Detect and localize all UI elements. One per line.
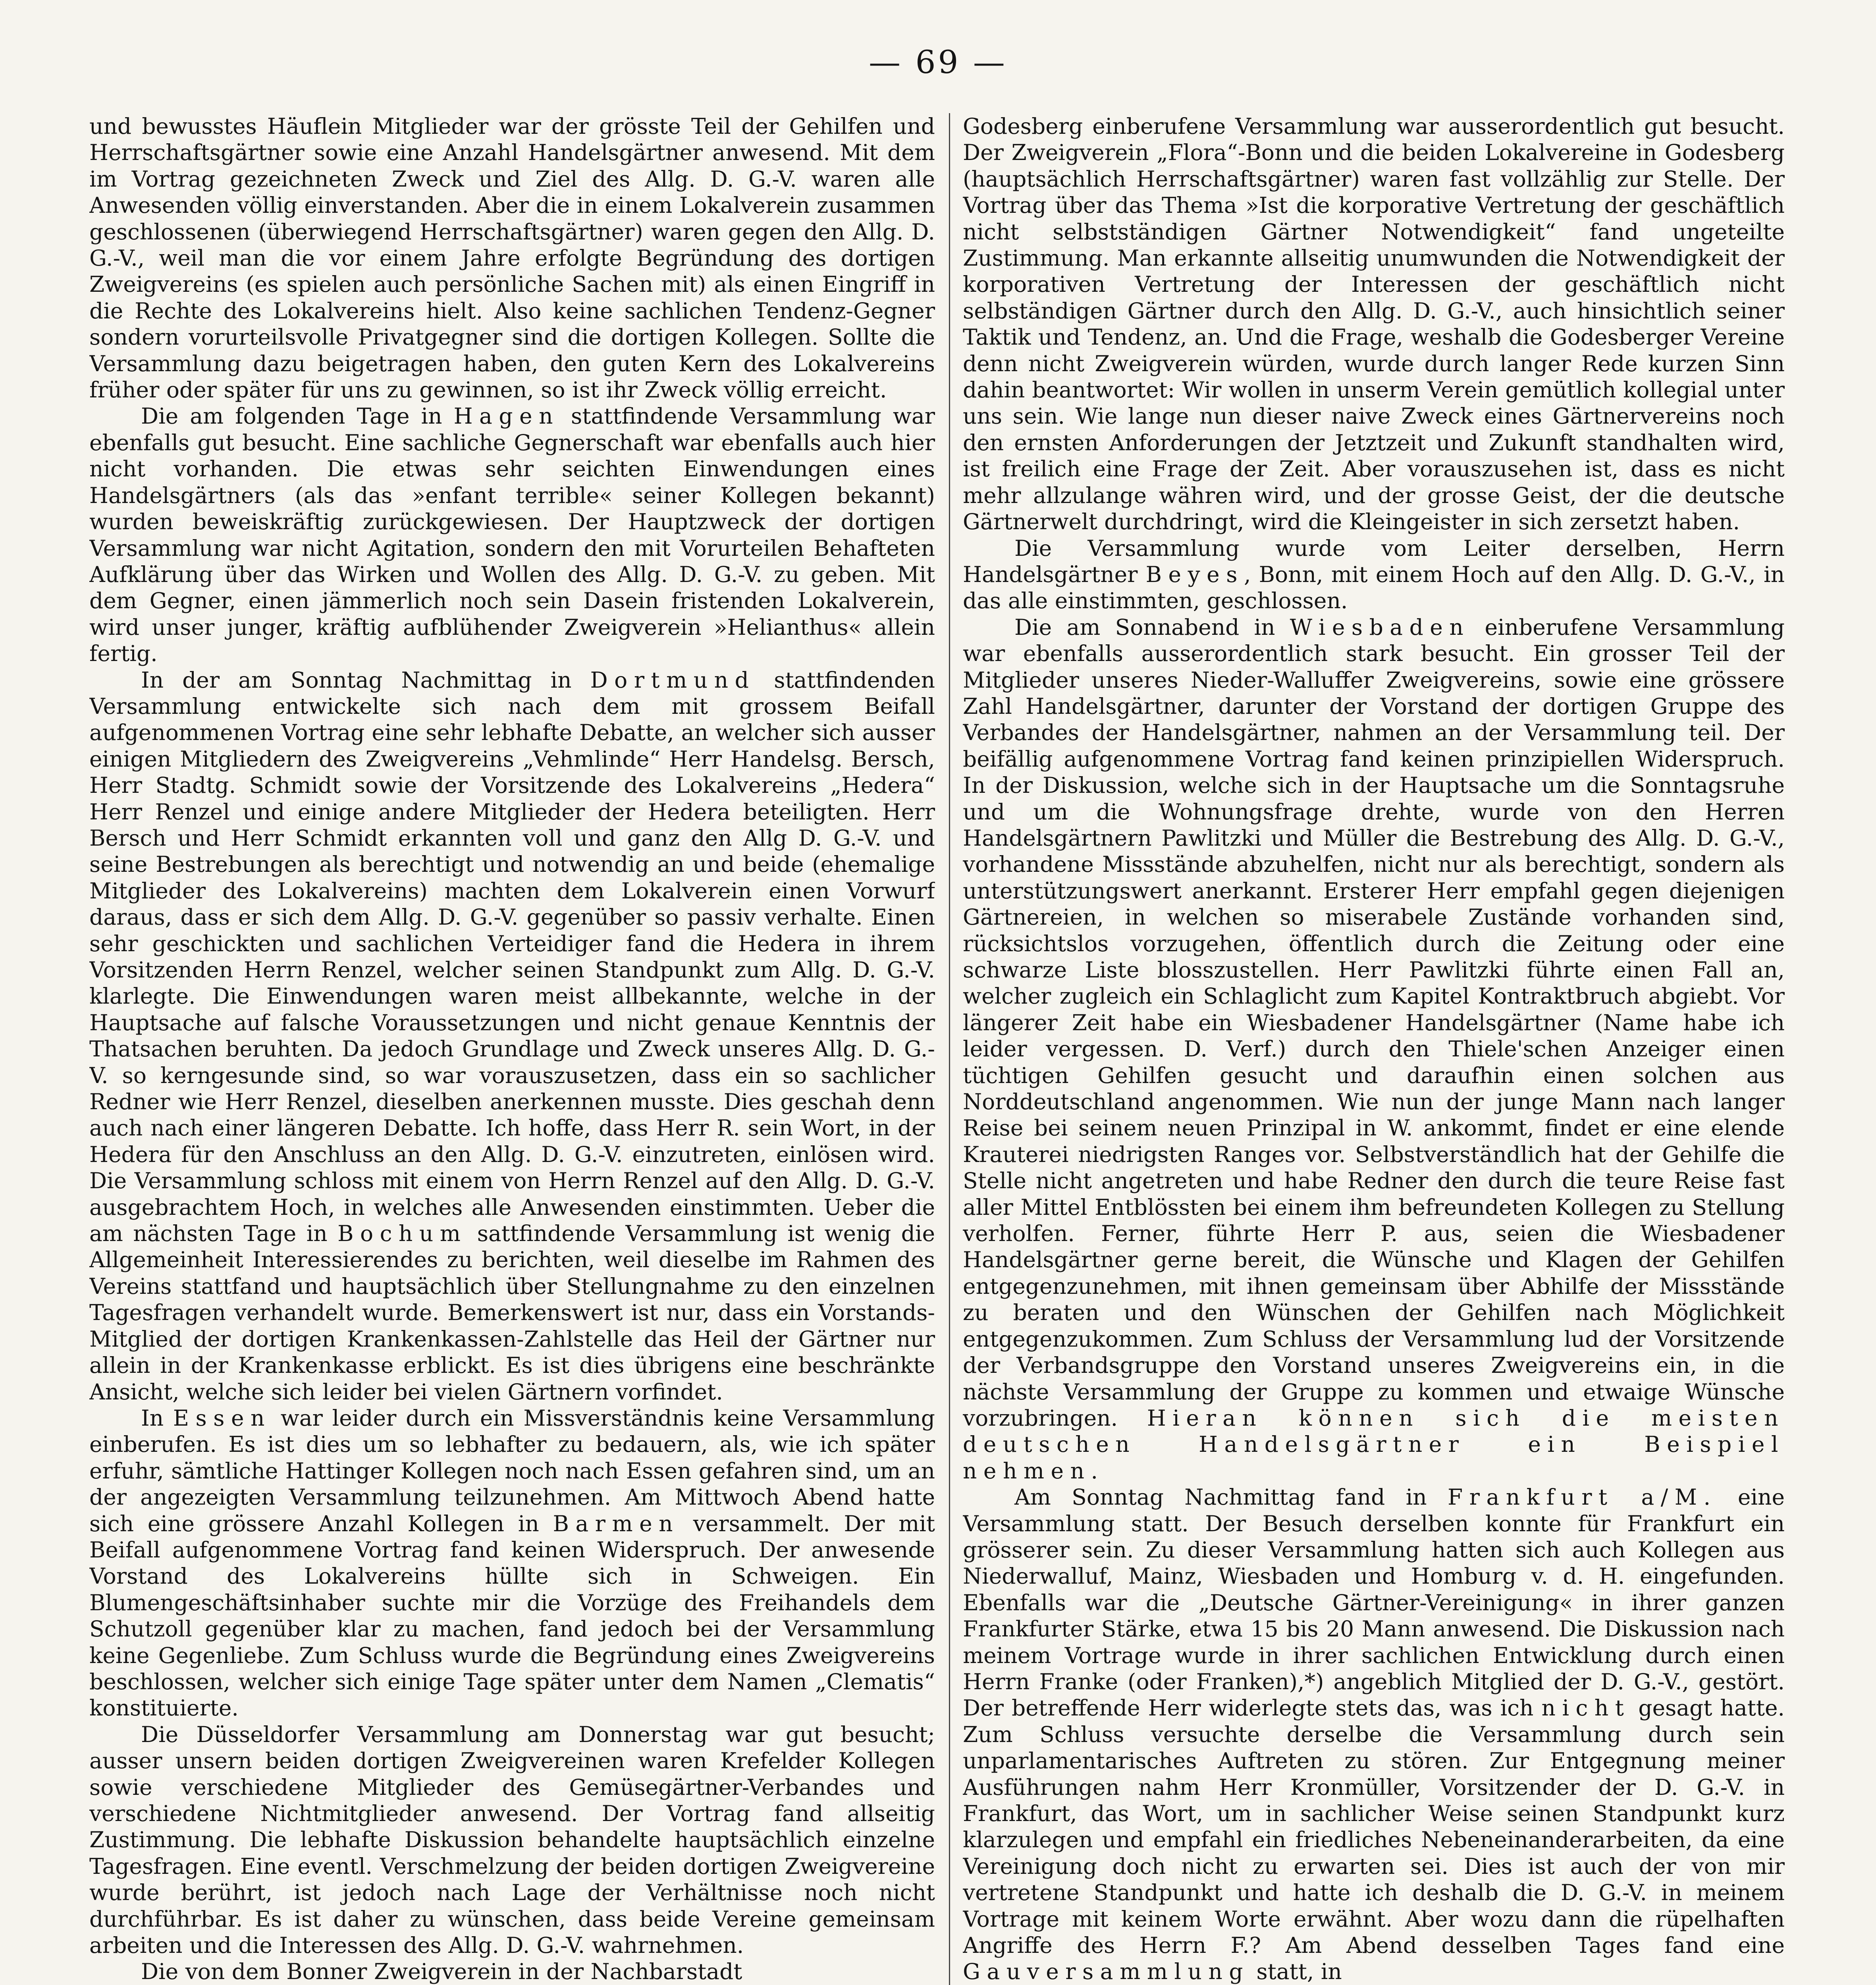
page-number: — 69 —	[869, 44, 1007, 81]
paragraph: Die am folgenden Tage in Hagen stattfindende Versammlung war ebenfalls gut besucht. Eine sachliche Gegnerschaft war ebenfalls auch hier nicht vorhanden. Die etwas sehr seichten Einwendungen eines Handelsgärtners (als das »enfant terrible« seiner Kollegen bekannt) wurden beweiskräftig zurückgewiesen. Der Hauptzweck der dortigen Versammlung war nicht Agitation, sondern den mit Vorurteilen Behafteten Aufklärung über das Wirken und Wollen des Allg. D. G.-V. zu geben. Mit dem Gegner, einen jämmerlich noch sein Dasein fristenden Lokalverein, wird unser junger, kräftig aufblühender Zweigverein »Helianthus« allein fertig.	[89, 403, 935, 667]
column-divider	[949, 113, 950, 1985]
right-column	[963, 113, 1785, 1985]
paragraph: Die am Sonnabend in Wiesbaden einberufene Versammlung war ebenfalls ausserordentlich stark besucht. Ein grosser Teil der Mitglieder unseres Nieder-Walluffer Zweigvereins, sowie eine grössere Zahl Handelsgärtner, darunter der Vorstand der dortigen Gruppe des Verbandes der Handelsgärtner, nahmen an der Versammlung teil. Der beifällig aufgenommene Vortrag fand keinen prinzipiellen Widerspruch. In der Diskussion, welche sich in der Hauptsache um die Sonntagsruhe und um die Wohnungsfrage drehte, wurde von den Herren Handelsgärtnern Pawlitzki und Müller die Bestrebung des Allg. D. G.-V., vorhandene Missstände abzuhelfen, nicht nur als berechtigt, sondern als unterstützungswert anerkannt. Ersterer Herr empfahl gegen diejenigen Gärtnereien, in welchen so miserabele Zustände vorhanden sind, rücksichtslos vorzugehen, öffentlich durch die Zeitung oder eine schwarze Liste blosszustellen. Herr Pawlitzki führte einen Fall an, welcher zugleich ein Schlaglicht zum Kapitel Kontraktbruch abgiebt. Vor längerer Zeit habe ein Wiesbadener Handelsgärtner (Name habe ich leider vergessen. D. Verf.) durch den Thiele'schen Anzeiger einen tüchtigen Gehilfen gesucht und daraufhin einen solchen aus Norddeutschland angenommen. Wie nun der junge Mann nach langer Reise bei seinem neuen Prinzipal in W. ankommt, findet er eine elende Krauterei niedrigsten Ranges vor. Selbstverständlich hat der Gehilfe die Stelle nicht angetreten und habe Redner den durch die teure Reise fast aller Mittel Entblössten bei einem ihm befreundeten Kollegen zu Stellung verholfen. Ferner, führte Herr P. aus, seien die Wiesbadener Handelsgärtner gerne bereit, die Wünsche und Klagen der Gehilfen entgegenzunehmen, mit ihnen gemeinsam über Abhilfe der Missstände zu beraten und den Wünschen der Gehilfen nach Möglichkeit entgegenzukommen. Zum Schluss der Versammlung lud der Vorsitzende der Verbandsgruppe den Vorstand unseres Zweigvereins ein, in die nächste Versammlung der Gruppe zu kommen und etwaige Wünsche vorzubringen. Hieran können sich die meisten deutschen Handelsgärtner ein Beispiel nehmen.	[963, 614, 1785, 1484]
paragraph: In der am Sonntag Nachmittag in Dortmund stattfindenden Versammlung entwickelte sich nach dem mit grossem Beifall aufgenommenen Vortrag eine sehr lebhafte Debatte, an welcher sich ausser einigen Mitgliedern des Zweigvereins „Vehmlinde“ Herr Handelsg. Bersch, Herr Stadtg. Schmidt sowie der Vorsitzende des Lokalvereins „Hedera“ Herr Renzel und einige andere Mitglieder der Hedera beteiligten. Herr Bersch und Herr Schmidt erkannten voll und ganz den Allg D. G.-V. und seine Bestrebungen als berechtigt und notwendig an und beide (ehemalige Mitglieder des Lokalvereins) machten dem Lokalverein einen Vorwurf daraus, dass er sich dem Allg. D. G.-V. gegenüber so passiv verhalte. Einen sehr geschickten und sachlichen Verteidiger fand die Hedera in ihrem Vorsitzenden Herrn Renzel, welcher seinen Standpunkt zum Allg. D. G.-V. klarlegte. Die Einwendungen waren meist allbekannte, welche in der Hauptsache auf falsche Voraussetzungen und nicht genaue Kenntnis der Thatsachen beruhten. Da jedoch Grundlage und Zweck unseres Allg. D. G.-V. so kerngesunde sind, so war vorauszusetzen, dass ein so sachlicher Redner wie Herr Renzel, dieselben anerkennen musste. Dies geschah denn auch nach einer längeren Debatte. Ich hoffe, dass Herr R. sein Wort, in der Hedera für den Anschluss an den Allg. D. G.-V. einzutreten, einlösen wird. Die Versammlung schloss mit einem von Herrn Renzel auf den Allg. D. G.-V. ausgebrachtem Hoch, in welches alle Anwesenden einstimmten. Ueber die am nächsten Tage in Bochum sattfindende Versammlung ist wenig die Allgemeinheit Interessierendes zu berichten, weil dieselbe im Rahmen des Vereins stattfand und hauptsächlich über Stellungnahme zu den einzelnen Tagesfragen verhandelt wurde. Bemerkenswert ist nur, dass ein Vorstands-Mitglied der dortigen Krankenkassen-Zahlstelle das Heil der Gärtner nur allein in der Krankenkasse erblickt. Es ist dies übrigens eine beschränkte Ansicht, welche sich leider bei vielen Gärtnern vorfindet.	[89, 667, 935, 1405]
paragraph: und bewusstes Häuflein Mitglieder war der grösste Teil der Gehilfen und Herrschaftsgärtner sowie eine Anzahl Handelsgärtner anwesend. Mit dem im Vortrag gezeichneten Zweck und Ziel des Allg. D. G.-V. waren alle Anwesenden völlig einverstanden. Aber die in einem Lokalverein zusammen geschlossenen (überwiegend Herrschaftsgärtner) waren gegen den Allg. D. G.-V., weil man die vor einem Jahre erfolgte Begründung des dortigen Zweigvereins (es spielen auch persönliche Sachen mit) als einen Eingriff in die Rechte des Lokalvereins hielt. Also keine sachlichen Tendenz-Gegner sondern vorurteilsvolle Privatgegner sind die dortigen Kollegen. Sollte die Versammlung dazu beigetragen haben, den guten Kern des Lokalvereins früher oder später für uns zu gewinnen, so ist ihr Zweck völlig erreicht.	[89, 114, 935, 403]
paragraph: Die Düsseldorfer Versammlung am Donnerstag war gut besucht; ausser unsern beiden dortigen Zweigvereinen waren Krefelder Kollegen sowie verschiedene Mitglieder des Gemüsegärtner-Verbandes und verschiedene Nichtmitglieder anwesend. Der Vortrag fand allseitig Zustimmung. Die lebhafte Diskussion behandelte hauptsächlich einzelne Tagesfragen. Eine eventl. Verschmelzung der beiden dortigen Zweigvereine wurde berührt, ist jedoch nach Lage der Verhältnisse noch nicht durchführbar. Es ist daher zu wünschen, dass beide Vereine gemeinsam arbeiten und die Interessen des Allg. D. G.-V. wahrnehmen.	[89, 1721, 935, 1958]
paragraph: Godesberg einberufene Versammlung war ausserordentlich gut besucht. Der Zweigverein „Flora“-Bonn und die beiden Lokalvereine in Godesberg (hauptsächlich Herrschaftsgärtner) waren fast vollzählig zur Stelle. Der Vortrag über das Thema »Ist die korporative Vertretung der geschäftlich nicht selbstständigen Gärtner Notwendigkeit“ fand ungeteilte Zustimmung. Man erkannte allseitig unumwunden die Notwendigkeit der korporativen Vertretung der Interessen der geschäftlich nicht selbständigen Gärtner durch den Allg. D. G.-V., auch hinsichtlich seiner Taktik und Tendenz, an. Und die Frage, weshalb die Godesberger Vereine denn nicht Zweigverein würden, wurde durch langer Rede kurzen Sinn dahin beantwortet: Wir wollen in unserm Verein gemütlich kollegial unter uns sein. Wie lange nun dieser naive Zweck eines Gärtnervereins noch den ernsten Anforderungen der Jetztzeit und Zukunft standhalten wird, ist freilich eine Frage der Zeit. Aber vorauszusehen ist, dass es nicht mehr allzulange währen wird, und der grosse Geist, der die deutsche Gärtnerwelt durchdringt, wird die Kleingeister in sich zersetzt haben.	[963, 114, 1785, 535]
paragraph: Am Sonntag Nachmittag fand in Frankfurt a/M. eine Versammlung statt. Der Besuch derselben konnte für Frankfurt ein grösserer sein. Zu dieser Versammlung hatten sich auch Kollegen aus Niederwalluf, Mainz, Wiesbaden und Homburg v. d. H. eingefunden. Ebenfalls war die „Deutsche Gärtner-Vereinigung« in ihrer ganzen Frankfurter Stärke, etwa 15 bis 20 Mann anwesend. Die Diskussion nach meinem Vortrage wurde in ihrer sachlichen Entwicklung durch einen Herrn Franke (oder Franken),*) angeblich Mitglied der D. G.-V., gestört. Der betreffende Herr widerlegte stets das, was ich nicht gesagt hatte. Zum Schluss versuchte derselbe die Versammlung durch sein unparlamentarisches Auftreten zu stören. Zur Entgegnung meiner Ausführungen nahm Herr Kronmüller, Vorsitzender der D. G.-V. in Frankfurt, das Wort, um in sachlicher Weise seinen Standpunkt kurz klarzulegen und empfahl ein friedliches Nebeneinanderarbeiten, da eine Vereinigung doch nicht zu erwarten sei. Dies ist auch der von mir vertretene Standpunkt und hatte ich deshalb die D. G.-V. in meinem Vortrage mit keinem Worte erwähnt. Aber wozu dann die rüpelhaften Angriffe des Herrn F.? Am Abend desselben Tages fand eine Gauversammlung statt, in	[963, 1484, 1785, 1985]
left-column	[89, 113, 935, 1985]
paragraph: In Essen war leider durch ein Missverständnis keine Versammlung einberufen. Es ist dies um so lebhafter zu bedauern, als, wie ich später erfuhr, sämtliche Hattinger Kollegen noch nach Essen gefahren sind, um an der angezeigten Versammlung teilzunehmen. Am Mittwoch Abend hatte sich eine grössere Anzahl Kollegen in Barmen versammelt. Der mit Beifall aufgenommene Vortrag fand keinen Widerspruch. Der anwesende Vorstand des Lokalvereins hüllte sich in Schweigen. Ein Blumengeschäftsinhaber suchte mir die Vorzüge des Freihandels dem Schutzoll gegenüber klar zu machen, fand jedoch bei der Versammlung keine Gegenliebe. Zum Schluss wurde die Begründung eines Zweigvereins beschlossen, welcher sich einige Tage später unter dem Namen „Clematis“ konstituierte.	[89, 1405, 935, 1721]
paragraph: Die Versammlung wurde vom Leiter derselben, Herrn Handelsgärtner Beyes, Bonn, mit einem Hoch auf den Allg. D. G.-V., in das alle einstimmten, geschlossen.	[963, 535, 1785, 614]
paragraph: Die von dem Bonner Zweigverein in der Nachbarstadt	[141, 1959, 742, 1985]
